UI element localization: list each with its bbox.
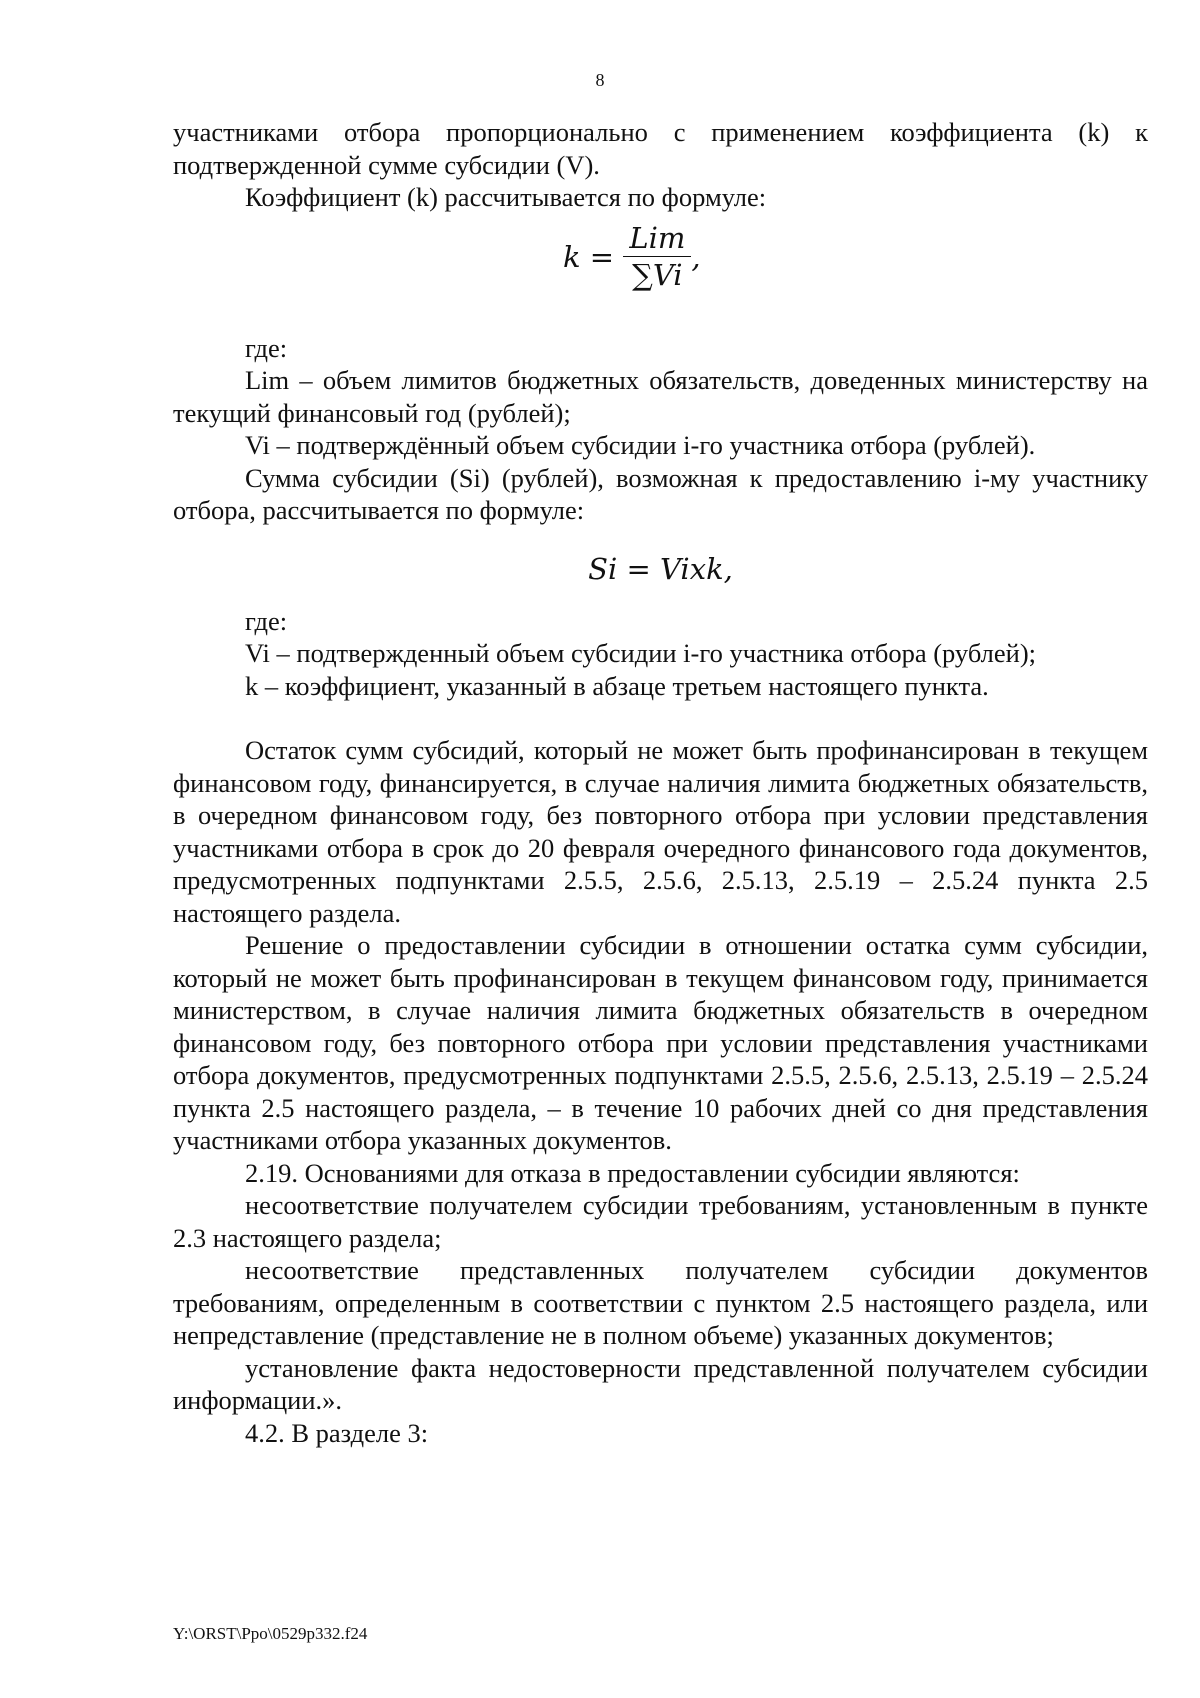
definition-vi-2: Vi – подтвержденный объем субсидии i-го участника отбора (рублей); bbox=[245, 638, 1037, 668]
definition-k: k – коэффициент, указанный в абзаце третьем настоящего пункта. bbox=[245, 670, 989, 701]
paragraph-2-19: 2.19. Основаниями для отказа в предоставлении субсидии являются: bbox=[245, 1157, 1020, 1188]
formula-subsidy bbox=[173, 527, 1148, 597]
footer-file-path: Y:\ORST\Ppo\0529p332.f24 bbox=[173, 1624, 368, 1643]
formula-tail: , bbox=[691, 239, 701, 274]
paragraph-refusal-1: несоответствие получателем субсидии требованиям, установленным в пункте 2.3 настоящего раздела; bbox=[173, 1190, 1148, 1253]
formula-coefficient bbox=[173, 214, 1148, 332]
paragraph-refusal-3: установление факта недостоверности представленной получателем субсидии информации.». bbox=[173, 1352, 1148, 1415]
document-body bbox=[173, 116, 1148, 1449]
paragraph-remainder: Остаток сумм субсидий, который не может быть профинансирован в текущем финансовом году, финансируется, в случае наличия лимита бюджетных обязательств, в очередном финансовом году, без повторного отбора при условии представления участниками отбора в срок до 20 февраля очередного финансового года документов, предусмотренных подпунктами 2.5.5, 2.5.6, 2.5.13, 2.5.19 – 2.5.24 пункта 2.5 настоящего раздела. bbox=[173, 735, 1148, 928]
definition-lim: Lim – объем лимитов бюджетных обязательств, доведенных министерству на текущий финансовый год (рублей); bbox=[173, 365, 1148, 428]
paragraph-coefficient-intro: участниками отбора пропорционально с применением коэффициента (k) к подтвержденной сумме субсидии (V). bbox=[173, 117, 1148, 180]
formula-subsidy-text: Si = Vixk, bbox=[588, 551, 733, 586]
paragraph-4-2: 4.2. В разделе 3: bbox=[245, 1417, 429, 1448]
where-label-2: где: bbox=[245, 605, 288, 636]
formula-lhs: k = bbox=[563, 239, 615, 274]
paragraph-decision: Решение о предоставлении субсидии в отношении остатка сумм субсидии, который не может быть профинансирован в текущем финансовом году, принимается министерством, в случае наличия лимита бюджетных обязательств в очередном финансовом году, без повторного отбора при условии представления участниками отбора документов, предусмотренных подпунктами 2.5.5, 2.5.6, 2.5.13, 2.5.19 – 2.5.24 пункта 2.5 настоящего раздела, – в течение 10 рабочих дней со дня представления участниками отбора указанных документов. bbox=[173, 930, 1148, 1155]
paragraph-subsidy-sum: Сумма субсидии (Si) (рублей), возможная к предоставлению i-му участнику отбора, рассчитывается по формуле: bbox=[173, 462, 1148, 525]
page-number: 8 bbox=[595, 70, 605, 90]
formula-fraction bbox=[623, 222, 691, 292]
paragraph-formula-intro: Коэффициент (k) рассчитывается по формуле: bbox=[245, 182, 767, 212]
formula-denominator: ∑Vi bbox=[632, 258, 683, 292]
paragraph-refusal-2: несоответствие представленных получателем субсидии документов требованиям, определенным в соответствии с пунктом 2.5 настоящего раздела, или непредставление (представление не в полном объеме) указанных документов; bbox=[173, 1255, 1148, 1350]
definition-vi-1: Vi – подтверждённый объем субсидии i-го участника отбора (рублей). bbox=[245, 430, 1036, 460]
formula-numerator: Lim bbox=[623, 222, 691, 258]
where-label-1: где: bbox=[245, 332, 288, 363]
